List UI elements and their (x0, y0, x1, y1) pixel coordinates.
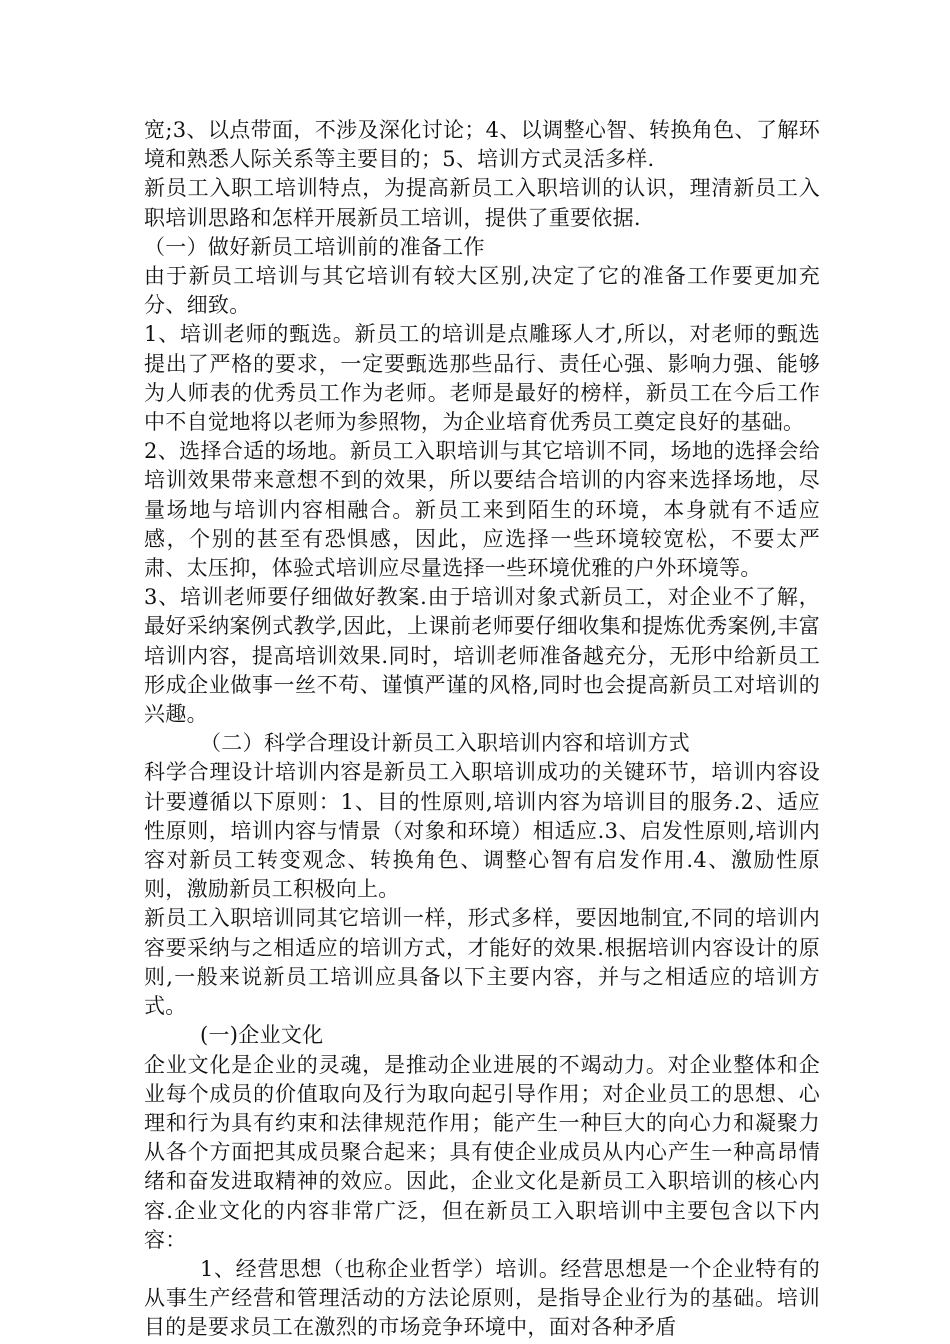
paragraph-venue-selection: 2、选择合适的场地。新员工入职培训与其它培训不同，场地的选择会给培训效果带来意想不到的效果，所以要结合培训的内容来选择场地，尽量场地与培训内容相融合。新员工来到陌生的环境，本身就有不适应感，个别的甚至有恐惧感，因此，应选择一些环境较宽松，不要太严肃、太压抑，体验式培训应尽量选择一些环境优雅的户外环境等。 (144, 439, 820, 581)
paragraph-lesson-plan: 3、培训老师要仔细做好教案.由于培训对象式新员工，对企业不了解，最好采纳案例式教学,因此，上课前老师要仔细收集和提炼优秀案例,丰富培训内容，提高培训效果.同时，培训老师准备越充分，无形中给新员工形成企业做事一丝不苟、谨慎严谨的风格,同时也会提高新员工对培训的兴趣。 (144, 585, 820, 727)
section-heading-content-design: （二）科学合理设计新员工入职培训内容和培训方式 (200, 731, 690, 756)
paragraph-training-features: 新员工入职工培训特点，为提高新员工入职培训的认识，理清新员工入职培训思路和怎样开展新员工培训，提供了重要依据. (144, 176, 820, 230)
section-heading-corporate-culture: (一)企业文化 (200, 1023, 324, 1048)
paragraph-design-principles: 科学合理设计培训内容是新员工入职培训成功的关键环节，培训内容设计要遵循以下原则：1、目的性原则,培训内容为培训目的服务.2、适应性原则，培训内容与情景（对象和环境）相适应.3、启发性原则,培训内容对新员工转变观念、转换角色、调整心智有启发作用.4、激励性原则，激励新员工积极向上。 (144, 760, 820, 902)
paragraph-business-philosophy: 1、经营思想（也称企业哲学）培训。经营思想是一个企业特有的从事生产经营和管理活动的方法论原则，是指导企业行为的基础。培训目的是要求员工在激烈的市场竞争环境中，面对各种矛盾 (144, 1256, 820, 1340)
document-body (144, 116, 820, 1343)
paragraph-corporate-culture: 企业文化是企业的灵魂，是推动企业进展的不竭动力。对企业整体和企业每个成员的价值取向及行为取向起引导作用；对企业员工的思想、心理和行为具有约束和法律规范作用；能产生一种巨大的向心力和凝聚力从各个方面把其成员聚合起来；具有使企业成员从内心产生一种高昂情绪和奋发进取精神的效应。因此，企业文化是新员工入职培训的核心内容.企业文化的内容非常广泛，但在新员工入职培训中主要包含以下内容： (144, 1052, 820, 1252)
paragraph-continuation: 宽;3、以点带面，不涉及深化讨论；4、以调整心智、转换角色、了解环境和熟悉人际关系等主要目的；5、培训方式灵活多样. (144, 118, 820, 172)
section-heading-preparation: （一）做好新员工培训前的准备工作 (144, 234, 485, 259)
paragraph-training-methods: 新员工入职培训同其它培训一样，形式多样，要因地制宜,不同的培训内容要采纳与之相适应的培训方式，才能好的效果.根据培训内容设计的原则,一般来说新员工培训应具备以下主要内容，并与之相适应的培训方式。 (144, 906, 820, 1019)
paragraph-teacher-selection: 1、培训老师的甄选。新员工的培训是点雕琢人才,所以，对老师的甄选提出了严格的要求，一定要甄选那些品行、责任心强、影响力强、能够为人师表的优秀员工作为老师。老师是最好的榜样，新员工在今后工作中不自觉地将以老师为参照物，为企业培育优秀员工奠定良好的基础。 (144, 322, 820, 435)
paragraph-preparation-intro: 由于新员工培训与其它培训有较大区别,决定了它的准备工作要更加充分、细致。 (144, 264, 820, 318)
